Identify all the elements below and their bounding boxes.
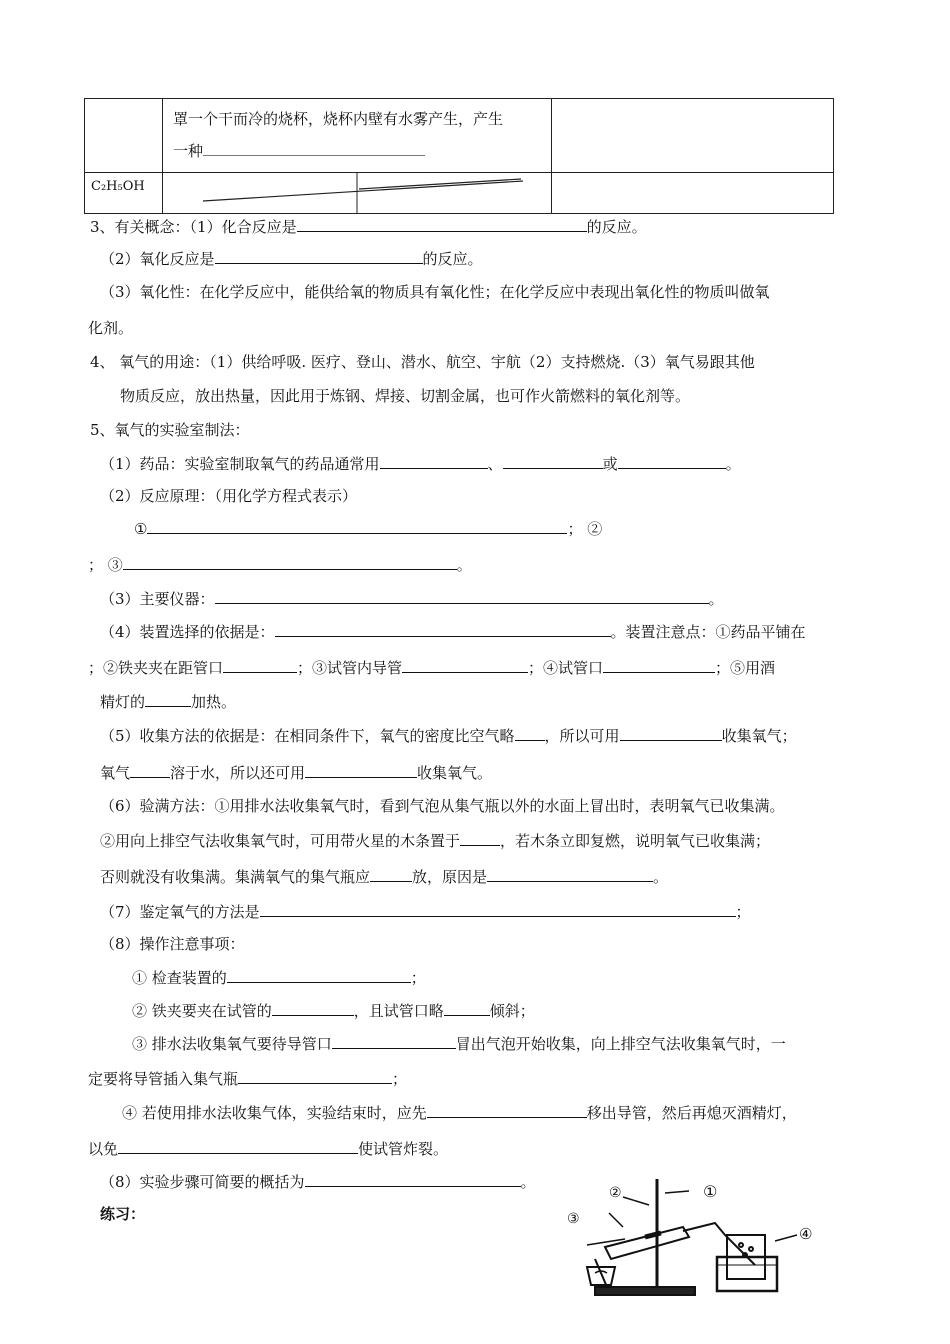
text-line	[100, 588, 724, 609]
text-fragment: ，且试管口略	[353, 1002, 444, 1020]
blank-line	[444, 1000, 490, 1016]
text-fragment: ；⑤用酒	[715, 659, 776, 677]
blank-line	[118, 1138, 358, 1154]
text-line: （6）验满方法：①用排水法收集氧气时，看到气泡从集气瓶以外的水面上冒出时，表明氧气已收集满。	[100, 797, 785, 815]
struck-through-cell	[163, 173, 551, 213]
text-line	[100, 621, 806, 642]
text-fragment: ④ 若使用排水法收集气体，实验结束时，应先	[122, 1104, 427, 1122]
blank-line	[238, 1068, 392, 1084]
text-line	[88, 1138, 448, 1159]
text-line	[88, 657, 775, 678]
table-cell	[163, 173, 552, 214]
text-line	[100, 725, 797, 746]
text-fragment: ；③试管内导管	[297, 659, 403, 677]
text-line	[132, 1033, 786, 1054]
text-fragment: ③ 排水法收集氧气要待导管口	[132, 1035, 332, 1053]
blank-line	[515, 725, 545, 741]
blank-line	[223, 657, 297, 673]
text-fragment: 的反应。	[586, 218, 647, 236]
text-fragment: 加热。	[191, 693, 237, 711]
text-line	[88, 554, 472, 575]
text-fragment: 收集氧气；	[721, 727, 797, 745]
blank-line	[427, 1102, 587, 1118]
blank-line	[305, 1171, 521, 1187]
text-line: （3）氧化性：在化学反应中，能供给氧的物质具有氧化性；在化学反应中表现出氧化性的物质叫做氧	[100, 283, 770, 301]
figure-label-3: ③	[567, 1211, 580, 1227]
text-line	[90, 216, 647, 237]
text-fragment: （4）装置选择的依据是：	[100, 623, 275, 641]
table-cell	[85, 173, 163, 214]
text-fragment: 以免	[88, 1140, 119, 1158]
reaction-table	[84, 98, 834, 214]
text-fragment: 放，原因是	[412, 868, 488, 886]
table-cell	[163, 99, 552, 173]
text-fragment: ；②铁夹夹在距管口	[88, 659, 224, 677]
table-cell	[552, 99, 834, 173]
blank-line	[380, 453, 488, 469]
text-fragment: ①	[134, 520, 148, 538]
text-fragment: 定要将导管插入集气瓶	[88, 1070, 239, 1088]
text-fragment: 。装置注意点：①药品平铺在	[610, 623, 806, 641]
text-fragment: 或	[602, 455, 618, 473]
figure-label-2: ②	[609, 1185, 622, 1201]
text-line	[88, 1068, 407, 1089]
text-fragment: 的反应。	[422, 250, 483, 268]
text-fragment: （3）主要仪器：	[100, 590, 215, 608]
blank-line	[130, 762, 170, 778]
text-line	[100, 762, 492, 783]
text-fragment: （1）药品：实验室制取氧气的药品通常用	[100, 455, 380, 473]
cell-text-line: 一种	[173, 142, 204, 160]
text-fragment: （2）氧化反应是	[100, 250, 215, 268]
text-fragment: 。	[520, 1173, 536, 1191]
table-row	[85, 173, 834, 214]
table-row	[85, 99, 834, 173]
text-fragment: （5）收集方法的依据是：在相同条件下，氧气的密度比空气略	[100, 727, 515, 745]
text-fragment: ；	[735, 903, 751, 921]
text-fragment: （7）鉴定氧气的方法是	[100, 903, 260, 921]
text-fragment: 倾斜；	[489, 1002, 535, 1020]
text-fragment: 、	[487, 455, 503, 473]
text-fragment: 。	[653, 868, 669, 886]
blank-line	[305, 762, 417, 778]
text-fragment: ，若木条立即复燃，说明氧气已收集满；	[500, 832, 771, 850]
text-line	[100, 901, 751, 922]
text-line: （8）操作注意事项：	[100, 935, 245, 953]
apparatus-drawing	[565, 1175, 825, 1300]
text-line	[132, 1000, 535, 1021]
blank-line	[275, 621, 611, 637]
blank-line	[487, 866, 653, 882]
text-line	[134, 518, 602, 539]
text-fragment: ② 铁夹要夹在试管的	[132, 1002, 272, 1020]
text-fragment: 使试管炸裂。	[358, 1140, 449, 1158]
text-fragment: 。	[708, 590, 724, 608]
text-line: 物质反应，放出热量，因此用于炼钢、焊接、切割金属，也可作火箭燃料的氧化剂等。	[120, 387, 691, 405]
text-fragment: （8）实验步骤可简要的概括为	[100, 1173, 305, 1191]
text-fragment: 。	[725, 455, 741, 473]
text-line: 4、 氧气的用途：（1）供给呼吸. 医疗、登山、潜水、航空、宇航（2）支持燃烧.（3）氧气易跟其他	[90, 353, 755, 371]
text-fragment: 。	[456, 556, 472, 574]
text-line	[100, 1171, 536, 1192]
text-line	[132, 967, 426, 988]
concept-heading: 3、有关概念：（1）化合反应是	[90, 218, 297, 236]
text-line	[100, 830, 770, 851]
blank-line	[370, 866, 412, 882]
blank-line	[203, 140, 425, 156]
text-fragment: ① 检查装置的	[132, 969, 227, 987]
blank-line	[215, 588, 709, 604]
blank-line	[260, 901, 736, 917]
text-line	[100, 866, 668, 887]
practice-heading: 练习：	[100, 1205, 146, 1223]
cell-text-line: 罩一个干而冷的烧杯，烧杯内壁有水雾产生，产生	[173, 110, 504, 128]
text-fragment: 溶于水，所以还可用	[170, 764, 306, 782]
blank-line	[123, 554, 457, 570]
figure-label-1: ①	[703, 1182, 718, 1201]
text-fragment: 收集氧气。	[417, 764, 493, 782]
blank-line	[145, 691, 191, 707]
blank-line	[272, 1000, 354, 1016]
text-fragment: ②用向上排空气法收集氧气时，可用带火星的木条置于	[100, 832, 461, 850]
blank-line	[603, 657, 715, 673]
text-line	[100, 691, 236, 712]
blank-line	[503, 453, 603, 469]
text-fragment: 冒出气泡开始收集，向上排空气法收集氧气时，一	[455, 1035, 786, 1053]
text-fragment: 氧气	[100, 764, 131, 782]
blank-line	[620, 725, 722, 741]
text-line	[100, 248, 483, 269]
table-cell	[85, 99, 163, 173]
table-cell	[552, 173, 834, 214]
blank-line	[227, 967, 411, 983]
blank-line	[215, 248, 423, 264]
blank-line	[402, 657, 528, 673]
text-fragment: 移出导管，然后再熄灭酒精灯，	[586, 1104, 797, 1122]
blank-line	[618, 453, 726, 469]
text-fragment: 精灯的	[100, 693, 146, 711]
text-line: 5、氧气的实验室制法：	[90, 421, 250, 439]
text-fragment: ，所以可用	[544, 727, 620, 745]
text-fragment: ；④试管口	[528, 659, 604, 677]
text-fragment: ；	[410, 969, 426, 987]
text-line	[100, 453, 741, 474]
oxygen-apparatus-figure	[565, 1175, 825, 1300]
text-fragment: ；	[392, 1070, 408, 1088]
text-line	[122, 1102, 797, 1123]
text-line: （2）反应原理：（用化学方程式表示）	[100, 487, 358, 505]
blank-line	[147, 518, 567, 534]
text-fragment: 否则就没有收集满。集满氧气的集气瓶应	[100, 868, 371, 886]
text-fragment: ； ②	[567, 520, 603, 538]
text-line: 化剂。	[88, 319, 134, 337]
text-fragment: ； ③	[88, 556, 123, 574]
blank-line	[332, 1033, 456, 1049]
blank-line	[297, 216, 587, 232]
figure-label-4: ④	[799, 1225, 813, 1243]
substance-label: C₂H₅OH	[91, 179, 145, 194]
blank-line	[460, 830, 500, 846]
